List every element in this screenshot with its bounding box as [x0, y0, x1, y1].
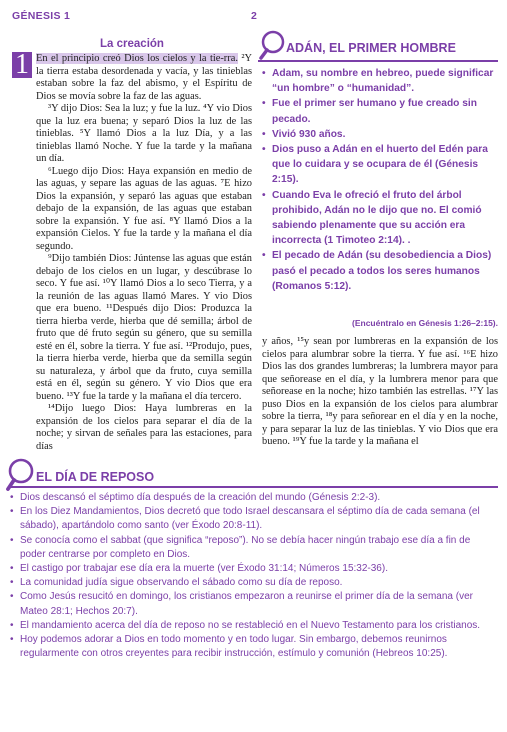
paragraph-5: ¹⁴Dijo luego Dios: Haya lumbreras en la expansión de los cielos para separar el día de la noche; y sirvan de señales para las estaciones, para días [36, 403, 252, 452]
list-item: • Dios descansó el séptimo día después de la creación del mundo (Génesis 2:2-3). [10, 491, 498, 505]
paragraph-3: ⁶Luego dijo Dios: Haya expansión en medio de las aguas, y separe las aguas de las aguas. ⁷E hizo Dios la expansión, y separó las aguas que estaban debajo de la expansión, de las aguas que estaban sobre la expansión. Y fue así. ⁸Y llamó Dios a la expansión Cielos. Y fue la tarde y la mañana el día segundo. [36, 165, 252, 252]
paragraph-2: ³Y dijo Dios: Sea la luz; y fue la luz. ⁴Y vio Dios que la luz era buena; y separó Dios la luz de las tinieblas. ⁵Y llamó Dios a la luz Día, y a las tinieblas llamó Noche. Y fue la tarde y la mañana un día. [36, 103, 252, 164]
page-number: 2 [251, 10, 258, 22]
box-rule [8, 486, 498, 488]
box-title-reposo: EL DÍA DE REPOSO [36, 470, 155, 484]
list-item: • Fue el primer ser humano y fue creado sin pecado. [262, 96, 498, 126]
list-item: • Cuando Eva le ofreció el fruto del árbol prohibido, Adán no le dijo que no. El comió sabiendo plenamente que su acción era incorrecta (1 Timoteo 2:14). . [262, 188, 498, 249]
right-column-text [262, 336, 498, 449]
list-item: • En los Diez Mandamientos, Dios decretó que todo Israel descansara el séptimo día de cada semana (el sábado), apartándolo como santo (ver Éxodo 20:8-11). [10, 505, 498, 533]
list-item: • Como Jesús resucitó en domingo, los cristianos empezaron a reunirse el primer día de la semana (ver Mateo 28:1; Hechos 20:7). [10, 590, 498, 618]
list-item: • Adam, su nombre en hebreo, puede significar “un hombre” o “humanidad”. [262, 66, 498, 96]
reference-note: (Encuéntralo en Génesis 1:26–2:15). [352, 318, 498, 328]
left-column-text [36, 53, 252, 453]
verse-2: ²Y la tierra estaba desordenada y vacía, y las tinieblas estaban sobre la faz del abismo, y el Espíritu de Dios se movía sobre la faz de las aguas. [36, 53, 252, 102]
highlighted-verse: En el principio creó Dios los cielos y la tie-rra. [36, 53, 238, 64]
paragraph-1 [36, 53, 252, 103]
section-title-creation: La creación [100, 38, 164, 50]
paragraph-right: y años, ¹⁵y sean por lumbreras en la expansión de los cielos para alumbrar sobre la tierra. Y fue así. ¹⁶E hizo Dios las dos grandes lumbreras; la lumbrera mayor para que señorease en el día, y la lumbrera menor para que señorease en la noche; hizo también las estrellas. ¹⁷Y las puso Dios en la expansión de los cielos para alumbrar sobre la tierra, ¹⁸y para señorear en el día y en la noche, y para separar la luz de las tinieblas. Y vio Dios que era bueno. ¹⁹Y fue la tarde y la mañana el [262, 336, 498, 447]
list-item: • El pecado de Adán (su desobediencia a Dios) pasó el pecado a todos los seres humanos (Romanos 5:12). [262, 248, 498, 294]
list-item: • Hoy podemos adorar a Dios en todo momento y en todo lugar. Sin embargo, debemos reunirnos regularmente con otros creyentes para recibir instrucción, estímulo y comunión (Hebreos 10:25). [10, 633, 498, 661]
adan-bullet-list [262, 66, 498, 294]
box-title-adan: ADÁN, EL PRIMER HOMBRE [286, 41, 456, 55]
list-item: • Vivió 930 años. [262, 127, 498, 142]
reposo-bullet-list [10, 491, 498, 661]
chapter-drop-cap: 1 [12, 52, 32, 78]
list-item: • La comunidad judía sigue observando el sábado como su día de reposo. [10, 576, 498, 590]
paragraph-4: ⁹Dijo también Dios: Júntense las aguas que están debajo de los cielos en un lugar, y descúbrase lo seco. Y fue así. ¹⁰Y llamó Dios a lo seco Tierra, y a la reunión de las aguas llamó Mares. Y vio Dios que era bueno. ¹¹Después dijo Dios: Produzca la tierra hierba verde, hierba que dé semilla; árbol de fruto que dé fruto según su género, que su semilla esté en él, sobre la tierra. Y fue así. ¹²Produjo, pues, la tierra hierba verde, hierba que da semilla según su naturaleza, y árbol que da fruto, cuya semilla está en él, según su género. Y vio Dios que era bueno. ¹³Y fue la tarde y la mañana el día tercero. [36, 253, 252, 402]
list-item: • Dios puso a Adán en el huerto del Edén para que lo cuidara y se ocupara de él (Génesis 2:15). [262, 142, 498, 188]
book-chapter-header: GÉNESIS 1 [12, 10, 71, 22]
list-item: • El castigo por trabajar ese día era la muerte (ver Éxodo 31:14; Números 15:32-36). [10, 562, 498, 576]
list-item: • El mandamiento acerca del día de reposo no se restableció en el Nuevo Testamento para los cristianos. [10, 619, 498, 633]
box-rule [258, 60, 498, 62]
list-item: • Se conocía como el sabbat (que significa “reposo”). No se debía hacer ningún trabajo ese día a fin de poder centrarse por completo en Dios. [10, 534, 498, 562]
